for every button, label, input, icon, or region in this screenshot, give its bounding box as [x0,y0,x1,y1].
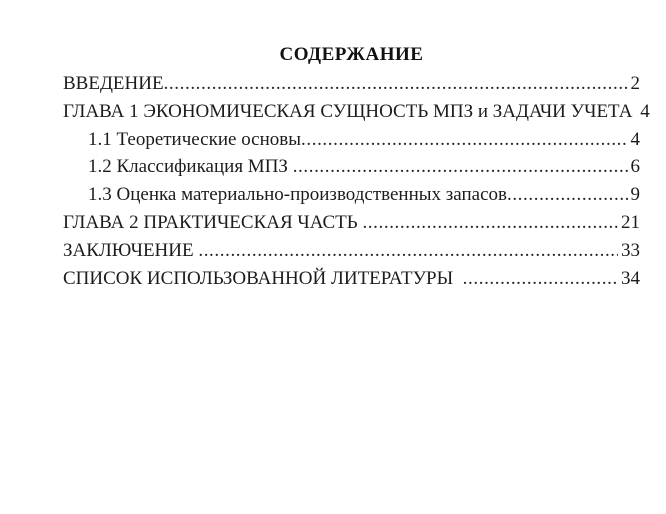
toc-entry-label: 1.3 Оценка материально-производственных запасов [88,184,507,206]
toc-entry-4[interactable] [63,181,640,209]
toc-entry-label: СПИСОК ИСПОЛЬЗОВАННОЙ ЛИТЕРАТУРЫ [63,267,463,289]
toc-entry-7[interactable] [63,265,640,293]
toc-page-number: 6 [630,156,640,178]
toc-entry-0[interactable] [63,70,640,98]
toc-page-number: 4 [640,100,650,122]
toc-dot-leader [198,237,618,265]
toc-list [63,70,650,292]
toc-page-number: 2 [630,73,640,94]
toc-entry-label: 1.2 Классификация МПЗ [88,156,293,178]
toc-entry-2[interactable] [63,126,640,154]
toc-dot-leader [301,126,627,154]
toc-page-number: 9 [630,184,640,206]
toc-dot-leader [362,209,618,237]
toc-page-number: 21 [621,211,640,233]
toc-dot-leader [507,181,628,209]
toc-entry-label: ГЛАВА 1 ЭКОНОМИЧЕСКАЯ СУЩНОСТЬ МПЗ и ЗАДАЧИ УЧЕТА [63,100,638,122]
toc-dot-leader [164,70,628,98]
toc-page-number: 4 [630,128,640,150]
toc-dot-leader [463,265,618,293]
toc-entry-3[interactable] [63,153,640,181]
toc-dot-leader [293,153,628,181]
toc-entry-label: ВВЕДЕНИЕ [63,73,164,94]
toc-title: СОДЕРЖАНИЕ [279,44,424,65]
toc-entry-label: ЗАКЛЮЧЕНИЕ [63,239,199,261]
toc-entry-6[interactable] [63,237,640,265]
toc-entry-5[interactable] [63,209,640,237]
toc-entry-label: 1.1 Теоретические основы [88,128,302,150]
toc-page-number: 34 [621,267,640,289]
toc-page-number: 33 [621,239,640,261]
toc-entry-1[interactable] [63,98,650,126]
toc-entry-label: ГЛАВА 2 ПРАКТИЧЕСКАЯ ЧАСТЬ [63,211,363,233]
